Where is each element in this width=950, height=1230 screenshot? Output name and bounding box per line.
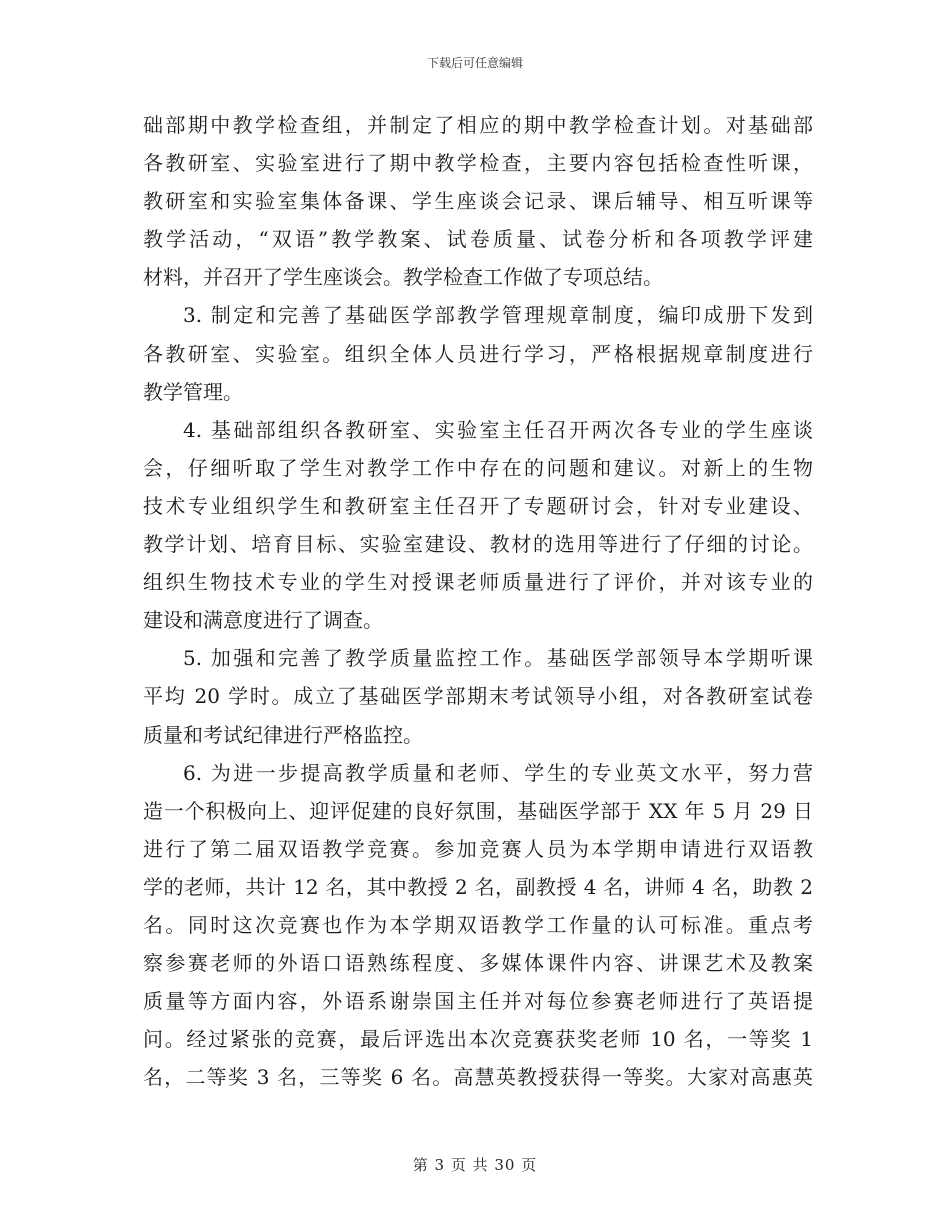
page-number-footer: 第 3 页 共 30 页 [412, 1156, 538, 1174]
text-line: 技术专业组织学生和教研室主任召开了专题研讨会，针对专业建设、 [143, 493, 813, 518]
text-line: 教学管理。 [143, 379, 243, 404]
text-line: 平均 20 学时。成立了基础医学部期末考试领导小组，对各教研室试卷 [143, 684, 813, 709]
text-line: 教学活动，“双语”教学教案、试卷质量、试卷分析和各项教学评建 [143, 227, 813, 252]
text-line: 质量等方面内容，外语系谢崇国主任并对每位参赛老师进行了英语提 [143, 989, 813, 1014]
text-line: 名，二等奖 3 名，三等奖 6 名。高慧英教授获得一等奖。大家对高惠英 [143, 1065, 813, 1090]
text-line: 问。经过紧张的竞赛，最后评选出本次竞赛获奖老师 10 名，一等奖 1 [143, 1027, 813, 1052]
paragraph-4-first-line: 4. 基础部组织各教研室、实验室主任召开两次各专业的学生座谈 [183, 417, 813, 442]
text-line: 教研室和实验室集体备课、学生座谈会记录、课后辅导、相互听课等 [143, 189, 813, 214]
text-line: 教学计划、培育目标、实验室建设、教材的选用等进行了仔细的讨论。 [143, 532, 813, 557]
text-line: 材料，并召开了学生座谈会。教学检查工作做了专项总结。 [143, 265, 663, 290]
text-line: 础部期中教学检查组，并制定了相应的期中教学检查计划。对基础部 [143, 113, 813, 137]
text-line: 造一个积极向上、迎评促建的良好氛围，基础医学部于 XX 年 5 月 29 日 [143, 798, 813, 823]
document-body [143, 106, 813, 1096]
paragraph-6-first-line: 6. 为进一步提高教学质量和老师、学生的专业英文水平，努力营 [183, 760, 813, 785]
text-line: 质量和考试纪律进行严格监控。 [143, 722, 423, 747]
text-line: 进行了第二届双语教学竞赛。参加竞赛人员为本学期申请进行双语教 [143, 836, 813, 861]
text-line: 名。同时这次竞赛也作为本学期双语教学工作量的认可标准。重点考 [143, 912, 813, 937]
text-line: 各教研室、实验室进行了期中教学检查，主要内容包括检查性听课， [143, 151, 813, 176]
text-line: 组织生物技术专业的学生对授课老师质量进行了评价，并对该专业的 [143, 570, 813, 595]
text-line: 会，仔细听取了学生对教学工作中存在的问题和建议。对新上的生物 [143, 455, 813, 480]
text-line: 建设和满意度进行了调查。 [143, 608, 383, 633]
text-line: 察参赛老师的外语口语熟练程度、多媒体课件内容、讲课艺术及教案 [143, 951, 813, 976]
paragraph-3-first-line: 3. 制定和完善了基础医学部教学管理规章制度，编印成册下发到 [183, 303, 813, 328]
text-line: 学的老师，共计 12 名，其中教授 2 名，副教授 4 名，讲师 4 名，助教 2 [143, 874, 813, 899]
paragraph-5-first-line: 5. 加强和完善了教学质量监控工作。基础医学部领导本学期听课 [183, 646, 813, 671]
text-line: 各教研室、实验室。组织全体人员进行学习，严格根据规章制度进行 [143, 341, 813, 366]
page-header: 下载后可任意编辑 [426, 56, 523, 70]
